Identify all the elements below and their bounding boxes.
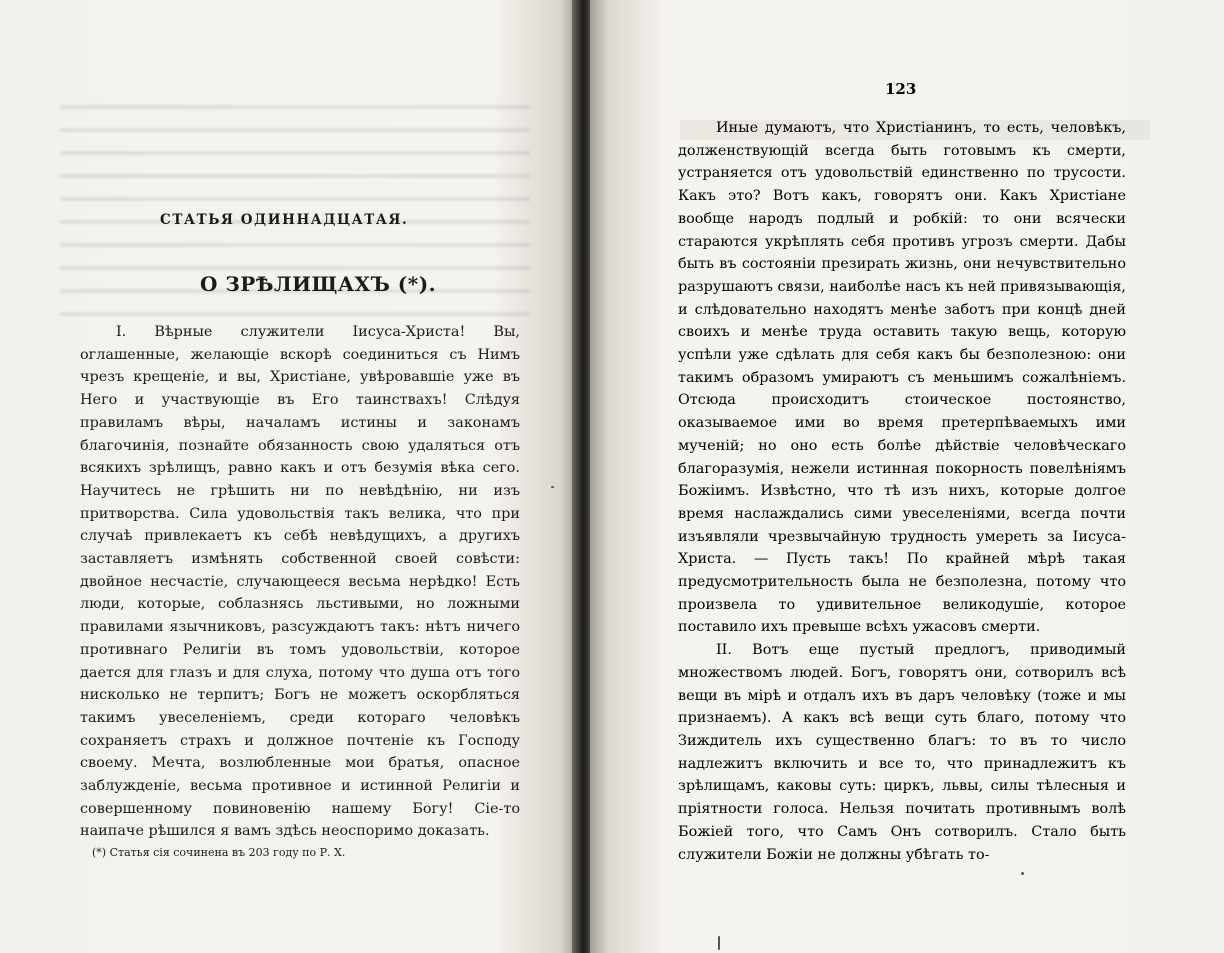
chapter-heading: СТАТЬЯ ОДИННАДЦАТАЯ. <box>160 212 409 228</box>
right-paragraph-1: Иные думаютъ, что Христіанинъ, то есть, человѣкъ, долженствующій всегда быть готовымъ къ смерти, устраняется отъ удовольствій единственно по трусости. Какъ это? Вотъ какъ, говорятъ они. Какъ Христіане вообще народъ подлый и робкій: то они всячески стараются укрѣплять себя противъ угрозъ смерти. Дабы быть въ состояніи презирать жизнь, они нечувствительно разрушаютъ связи, наиболѣе насъ къ ней привязывающія, и слѣдовательно находятъ менѣе заботъ при концѣ дней своихъ и менѣе труда оставить такую вещь, которую успѣли уже сдѣлать для себя какъ бы безполезною: они такимъ образомъ умираютъ съ меньшимъ сожалѣніемъ. Отсюда происходитъ стоическое постоянство, оказываемое ими во время претерпѣваемыхъ ими мученій; но оно есть болѣе дѣйствіе человѣческаго благоразумія, нежели истинная покорность повелѣніямъ Божіимъ. Извѣстно, что тѣ изъ нихъ, которые долгое время наслаждались сими увеселеніями, всегда почти изъявляли чрезвычайную трудность умереть за Iисуса-Христа. — Пусть такъ! По крайней мѣрѣ такая предусмотрительность была не безполезна, потому что произвела то удивительное великодушіе, которое поставило ихъ превыше всѣхъ ужасовъ смерти. <box>678 120 1127 636</box>
chapter-subheading: О ЗРѢЛИЩАХЪ (*). <box>200 272 437 296</box>
right-body-text <box>678 117 1126 866</box>
ink-speck <box>718 936 720 950</box>
ink-speck <box>1021 872 1024 875</box>
ink-speck <box>551 486 554 488</box>
left-body-text <box>80 321 520 843</box>
footnote: (*) Статья сія сочинена въ 203 году по Р. Х. <box>92 846 346 859</box>
page-number: 123 <box>885 80 917 98</box>
left-paragraph: I. Вѣрные служители Iисуса-Христа! Вы, оглашенные, желающіе вскорѣ соединиться съ Нимъ чрезъ крещеніе, и вы, Христіане, увѣровавшіе уже въ Него и участвующіе въ Его таинствахъ! Слѣдуя правиламъ вѣры, началамъ истины и законамъ благочинія, познайте обязанность свою удаляться отъ всякихъ зрѣлищъ, равно какъ и отъ безумія вѣка сего. Научитесь не грѣшить ни по невѣдѣнію, ни изъ притворства. Сила удовольствія такъ велика, что при случаѣ привлекаетъ къ себѣ невѣдущихъ, а другихъ заставляетъ измѣнять собственной своей совѣсти: двойное несчастіе, случающееся весьма нерѣдко! Есть люди, которые, соблазнясь льстивыми, но ложными правилами язычниковъ, разсуждаютъ такъ: нѣтъ ничего противнаго Религіи въ томъ удовольствіи, которое дается для глазъ и для слуха, потому что душа отъ того нисколько не терпитъ; Богъ не можетъ оскорбляться такимъ увеселеніемъ, среди котораго человѣкъ сохраняетъ страхъ и должное почтеніе къ Господу своему. Мечта, возлюбленные мои братья, опасное заблужденіе, весьма противное и истинной Религіи и совершенному повиновенію нашему Богу! Сіе-то наипаче рѣшился я вамъ здѣсь неоспоримо доказать. <box>80 324 520 840</box>
right-paragraph-2: II. Вотъ еще пустый предлогъ, приводимый множествомъ людей. Богъ, говорятъ они, сотворилъ всѣ вещи въ мірѣ и отдалъ ихъ въ даръ человѣку (тоже и мы признаемъ). А какъ всѣ вещи суть благо, потому что Зиждитель ихъ существенно благъ: то въ то число надлежитъ включить и все то, что принадлежитъ къ зрѣлищамъ, каковы суть: циркъ, львы, силы тѣлесныя и пріятности голоса. Нельзя почитать противнымъ волѣ Божіей того, что Самъ Онъ сотворилъ. Стало быть служители Божіи не должны убѣгать то- <box>678 642 1126 863</box>
left-page <box>0 0 578 953</box>
